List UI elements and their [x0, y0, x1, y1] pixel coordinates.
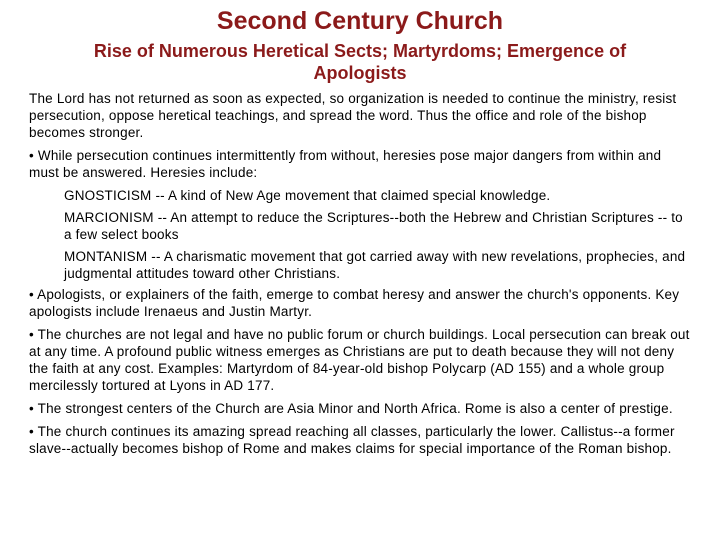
heresy-marcionism: MARCIONISM -- An attempt to reduce the Scriptures--both the Hebrew and Christian Scriptures -- to a few select books — [64, 210, 683, 242]
apologists-bullet: • Apologists, or explainers of the faith, emerge to combat heresy and answer the church's opponents. Key apologists include Irenaeus and Justin Martyr. — [29, 287, 680, 319]
heresy-montanism: MONTANISM -- A charismatic movement that got carried away with new revelations, prophecies, and judgmental attitudes toward other Christians. — [64, 249, 686, 281]
heresy-gnosticism: GNOSTICISM -- A kind of New Age movement that claimed special knowledge. — [64, 188, 551, 203]
churches-bullet: • The churches are not legal and have no public forum or church buildings. Local persecution can break out at any time. A profound public witness emerges as Christians are put to death because they will not deny the faith at any cost. Examples: Martyrdom of 84-year-old bishop Polycarp (AD 155) and a whole group mercilessly tortured at Lyons in AD 177. — [29, 327, 690, 393]
spread-bullet: • The church continues its amazing spread reaching all classes, particularly the lower. Callistus--a former slave--actually becomes bishop of Rome and makes claims for special importance of the Roman bishop. — [29, 424, 675, 456]
slide-body — [29, 90, 693, 463]
slide-subtitle: Rise of Numerous Heretical Sects; Martyrdoms; Emergence of Apologists — [93, 41, 627, 83]
centers-bullet: • The strongest centers of the Church are Asia Minor and North Africa. Rome is also a center of prestige. — [29, 401, 673, 416]
slide-title: Second Century Church — [216, 7, 504, 35]
intro-paragraph: The Lord has not returned as soon as expected, so organization is needed to continue the ministry, resist persecution, oppose heretical teachings, and spread the word. Thus the office and role of the bishop becomes stronger. — [29, 91, 677, 140]
heresies-intro-bullet: • While persecution continues intermittently from without, heresies pose major dangers from within and must be answered. Heresies include: — [29, 148, 662, 180]
